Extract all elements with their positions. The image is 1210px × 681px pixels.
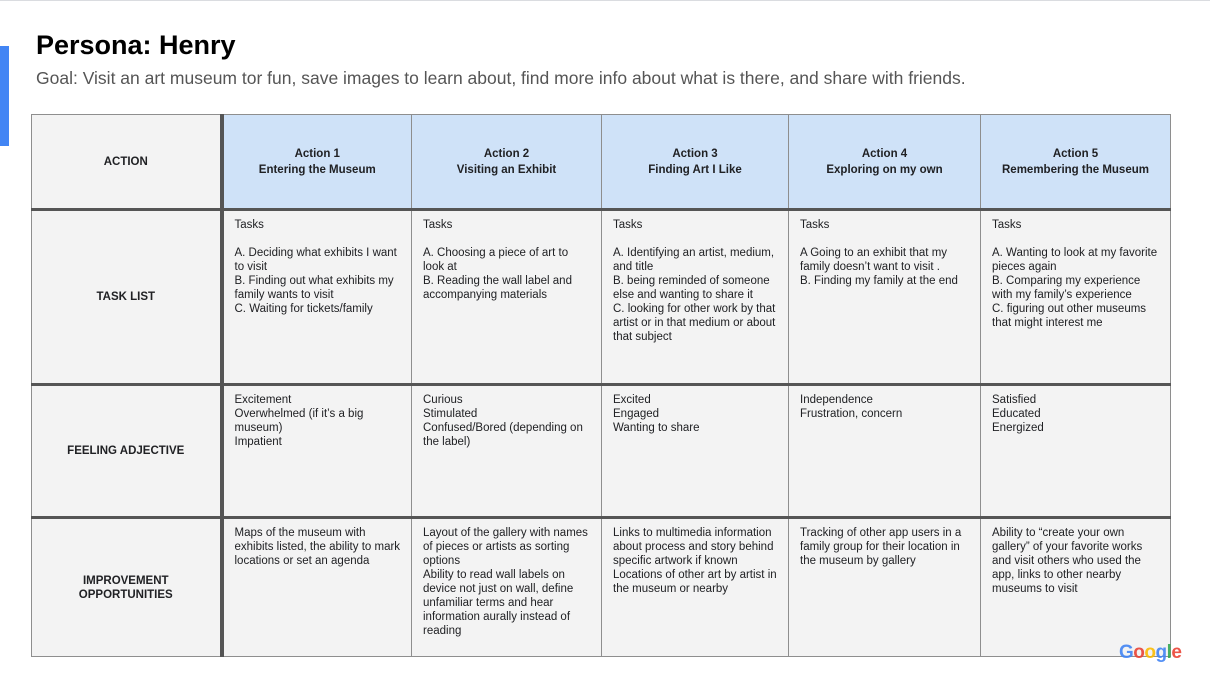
task-items: A. Deciding what exhibits I want to visit B. Finding out what exhibits my family wants to visit C. Waiting for tickets/family [234,247,397,315]
task-items: A. Wanting to look at my favorite pieces again B. Comparing my experience with my family’s experience C. figuring out other museums that might interest me [992,247,1158,329]
action-header-4 [789,115,981,210]
tasks-heading: Tasks [800,219,830,231]
action-name: Finding Art I Like [648,163,742,176]
row-label-task-list: TASK LIST [32,210,222,385]
page-title: Persona: Henry [36,30,236,60]
action-header-5 [981,115,1171,210]
task-items: A. Identifying an artist, medium, and title B. being reminded of someone else and wanting to share it C. looking for other work by that artist or in that medium or about that subject [613,247,776,343]
logo-letter: e [1171,642,1182,663]
feeling-cell-4 [789,385,981,518]
logo-letter: G [1119,642,1134,663]
tasks-heading: Tasks [423,219,453,231]
feeling-items: Excitement Overwhelmed (if it’s a big museum) Impatient [234,394,364,448]
action-number: Action 1 [294,147,340,160]
logo-letter: o [1133,642,1145,663]
improvement-items: Links to multimedia information about process and story behind specific artwork if known Locations of other art by artist in the museum or nearby [613,527,777,595]
action-header-2 [412,115,602,210]
feeling-cell-3 [602,385,789,518]
feeling-items: Satisfied Educated Energized [992,394,1044,434]
task-list-row [32,210,1171,385]
task-cell-1 [222,210,412,385]
row-label-improvement: IMPROVEMENT OPPORTUNITIES [32,518,222,657]
improvement-cell-2 [412,518,602,657]
improvement-items: Maps of the museum with exhibits listed, the ability to mark locations or set an agenda [234,527,401,567]
logo-letter: g [1155,642,1167,663]
feeling-cell-1 [222,385,412,518]
improvement-row [32,518,1171,657]
feeling-row [32,385,1171,518]
action-name: Entering the Museum [258,163,376,176]
google-logo [1119,642,1181,664]
task-cell-5 [981,210,1171,385]
top-border-line [0,0,1210,1]
journey-map-table [31,114,1171,657]
task-cell-4 [789,210,981,385]
tasks-heading: Tasks [234,219,264,231]
improvement-items: Ability to “create your own gallery” of your favorite works and visit others who used the app, links to other nearby museums to visit [992,527,1143,595]
corner-label: ACTION [32,115,222,210]
feeling-cell-2 [412,385,602,518]
task-items: A Going to an exhibit that my family doesn’t want to visit . B. Finding my family at the end [800,247,958,287]
row-label-feeling: FEELING ADJECTIVE [32,385,222,518]
feeling-cell-5 [981,385,1171,518]
header-row [32,115,1171,210]
feeling-items: Independence Frustration, concern [800,394,903,420]
improvement-cell-5 [981,518,1171,657]
action-number: Action 4 [861,147,908,160]
action-name: Exploring on my own [826,163,943,176]
tasks-heading: Tasks [992,219,1022,231]
action-name: Remembering the Museum [1002,163,1149,176]
logo-letter: o [1144,642,1156,663]
action-number: Action 2 [483,147,530,160]
improvement-cell-4 [789,518,981,657]
improvement-items: Layout of the gallery with names of pieces or artists as sorting options Ability to read wall labels on device not just on wall, define unfamiliar terms and hear information aurally instead of reading [423,527,588,637]
improvement-items: Tracking of other app users in a family group for their location in the museum by gallery [800,527,962,567]
action-name: Visiting an Exhibit [456,163,557,176]
feeling-items: Excited Engaged Wanting to share [613,394,700,434]
logo-letter: l [1166,642,1172,663]
task-cell-2 [412,210,602,385]
task-cell-3 [602,210,789,385]
improvement-cell-1 [222,518,412,657]
action-number: Action 3 [672,147,718,160]
action-header-3 [602,115,789,210]
feeling-items: Curious Stimulated Confused/Bored (depending on the label) [423,394,583,448]
tasks-heading: Tasks [613,219,643,231]
accent-bar [0,46,9,146]
improvement-cell-3 [602,518,789,657]
task-items: A. Choosing a piece of art to look at B. Reading the wall label and accompanying materials [423,247,572,301]
action-header-1 [222,115,412,210]
action-number: Action 5 [1052,147,1099,160]
goal-text: Goal: Visit an art museum tor fun, save images to learn about, find more info about what is there, and share with friends. [36,68,966,88]
